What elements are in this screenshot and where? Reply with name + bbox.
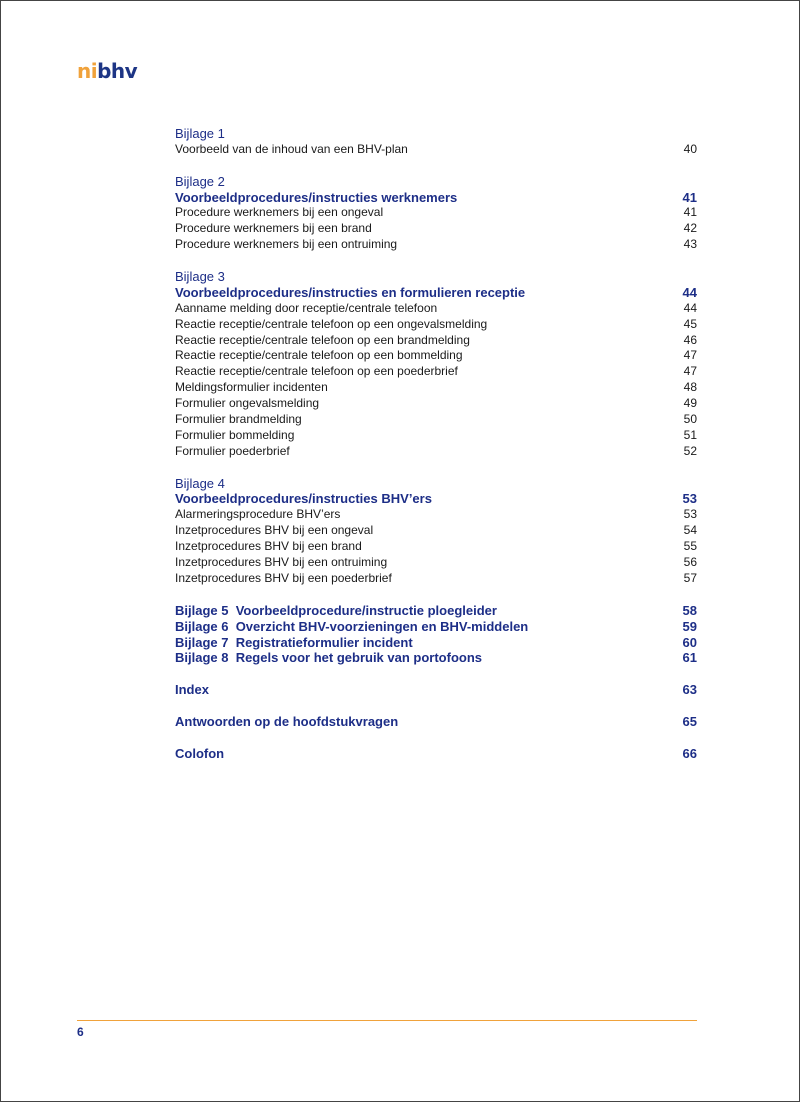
toc-entry-title: Bijlage 3	[175, 269, 225, 285]
toc-heading[interactable]	[175, 619, 697, 635]
toc-entry-page: 41	[682, 189, 697, 205]
toc-entry-title: Bijlage 1	[175, 126, 225, 141]
toc-entry[interactable]	[175, 444, 697, 460]
toc-spacer	[175, 730, 697, 746]
toc-entry[interactable]	[175, 523, 697, 539]
toc-entry[interactable]	[175, 317, 697, 333]
toc-entry-title: Bijlage 7 Registratieformulier incident	[175, 634, 413, 650]
toc-entry[interactable]	[175, 380, 697, 396]
toc-entry[interactable]	[175, 428, 697, 444]
toc-entry-page: 49	[683, 396, 697, 411]
toc-entry-title: Reactie receptie/centrale telefoon op een ongevalsmelding	[175, 316, 488, 331]
toc-entry-title: Voorbeeldprocedures/instructies BHV’ers	[175, 491, 432, 507]
toc-entry-title: Bijlage 8 Regels voor het gebruik van portofoons	[175, 650, 482, 666]
toc-entry-page: 58	[682, 602, 697, 618]
toc-entry-title: Colofon	[175, 745, 225, 761]
toc-entry-page: 41	[683, 205, 697, 220]
toc-entry-title: Procedure werknemers bij een ongeval	[175, 205, 384, 220]
toc-entry[interactable]	[175, 539, 697, 555]
toc-entry-title: Meldingsformulier incidenten	[175, 380, 328, 395]
toc-heading[interactable]	[175, 476, 697, 492]
toc-entry-page: 47	[683, 348, 697, 363]
page-number: 6	[77, 1025, 84, 1039]
toc-entry-title: Formulier ongevalsmelding	[175, 396, 320, 411]
toc-entry-title: Procedure werknemers bij een ontruiming	[175, 237, 398, 252]
toc-entry-page: 65	[682, 713, 697, 729]
toc-spacer	[175, 460, 697, 476]
toc-entry-page: 66	[682, 745, 697, 761]
toc-heading[interactable]	[175, 491, 697, 507]
toc-entry-page: 45	[683, 316, 697, 331]
toc-heading[interactable]	[175, 682, 697, 698]
toc-entry-title: Bijlage 4	[175, 475, 225, 491]
nibhv-logo	[77, 61, 137, 81]
table-of-contents	[175, 126, 697, 762]
toc-entry-title: Reactie receptie/centrale telefoon op een bommelding	[175, 348, 463, 363]
toc-entry[interactable]	[175, 507, 697, 523]
toc-entry-page: 43	[683, 237, 697, 252]
toc-heading[interactable]	[175, 174, 697, 190]
toc-entry-title: Formulier brandmelding	[175, 412, 302, 427]
toc-heading[interactable]	[175, 603, 697, 619]
logo-ni: ni	[77, 59, 98, 83]
toc-entry-title: Aanname melding door receptie/centrale telefoon	[175, 300, 438, 315]
toc-entry-page: 59	[682, 618, 697, 634]
toc-entry-title: Index	[175, 682, 209, 698]
toc-entry-title: Voorbeeld van de inhoud van een BHV-plan	[175, 141, 408, 156]
toc-entry-title: Inzetprocedures BHV bij een brand	[175, 539, 362, 554]
toc-entry[interactable]	[175, 237, 697, 253]
toc-entry-page: 46	[683, 332, 697, 347]
toc-entry-title: Procedure werknemers bij een brand	[175, 221, 372, 236]
toc-entry[interactable]	[175, 301, 697, 317]
toc-spacer	[175, 587, 697, 603]
toc-entry-page: 44	[683, 300, 697, 315]
toc-heading[interactable]	[175, 285, 697, 301]
toc-entry-page: 48	[683, 380, 697, 395]
toc-entry-page: 52	[683, 443, 697, 458]
toc-spacer	[175, 158, 697, 174]
toc-entry-title: Reactie receptie/centrale telefoon op een brandmelding	[175, 332, 470, 347]
toc-entry-title: Inzetprocedures BHV bij een ontruiming	[175, 555, 388, 570]
toc-spacer	[175, 253, 697, 269]
toc-heading[interactable]	[175, 650, 697, 666]
toc-entry-page: 56	[683, 555, 697, 570]
toc-entry-page: 57	[683, 570, 697, 585]
toc-entry-title: Formulier poederbrief	[175, 443, 290, 458]
toc-entry-title: Formulier bommelding	[175, 427, 295, 442]
toc-heading[interactable]	[175, 190, 697, 206]
toc-entry-page: 47	[683, 364, 697, 379]
toc-heading[interactable]	[175, 746, 697, 762]
toc-entry-title: Voorbeeldprocedures/instructies en formulieren receptie	[175, 284, 526, 300]
toc-entry[interactable]	[175, 142, 697, 158]
toc-spacer	[175, 666, 697, 682]
toc-entry-title: Inzetprocedures BHV bij een poederbrief	[175, 570, 392, 585]
toc-entry-page: 53	[683, 507, 697, 522]
toc-heading[interactable]	[175, 714, 697, 730]
toc-entry-title: Bijlage 6 Overzicht BHV-voorzieningen en BHV-middelen	[175, 618, 529, 634]
toc-entry[interactable]	[175, 364, 697, 380]
toc-entry[interactable]	[175, 205, 697, 221]
toc-entry[interactable]	[175, 571, 697, 587]
toc-spacer	[175, 698, 697, 714]
toc-entry[interactable]	[175, 396, 697, 412]
toc-entry[interactable]	[175, 221, 697, 237]
toc-entry-title: Bijlage 2	[175, 173, 225, 189]
toc-entry[interactable]	[175, 348, 697, 364]
toc-entry-page: 44	[682, 284, 697, 300]
toc-entry[interactable]	[175, 412, 697, 428]
toc-entry-page: 60	[682, 634, 697, 650]
toc-heading[interactable]	[175, 126, 697, 142]
footer-divider	[77, 1020, 697, 1021]
toc-entry-page: 61	[682, 650, 697, 666]
toc-entry-title: Bijlage 5 Voorbeeldprocedure/instructie ploegleider	[175, 602, 497, 618]
logo-bhv: bhv	[97, 59, 138, 83]
toc-entry-page: 54	[683, 523, 697, 538]
toc-entry-page: 40	[683, 141, 697, 156]
toc-heading[interactable]	[175, 635, 697, 651]
toc-entry-page: 53	[682, 491, 697, 507]
toc-entry-page: 51	[683, 427, 697, 442]
toc-entry[interactable]	[175, 333, 697, 349]
toc-entry-page: 55	[683, 539, 697, 554]
toc-entry-title: Voorbeeldprocedures/instructies werknemers	[175, 189, 458, 205]
toc-entry-page: 50	[683, 412, 697, 427]
toc-entry-title: Alarmeringsprocedure BHV’ers	[175, 507, 341, 522]
toc-entry-page: 63	[682, 682, 697, 698]
toc-heading[interactable]	[175, 269, 697, 285]
toc-entry-title: Reactie receptie/centrale telefoon op een poederbrief	[175, 364, 458, 379]
toc-entry-page: 42	[683, 221, 697, 236]
toc-entry[interactable]	[175, 555, 697, 571]
toc-entry-title: Antwoorden op de hoofdstukvragen	[175, 713, 399, 729]
toc-entry-title: Inzetprocedures BHV bij een ongeval	[175, 523, 374, 538]
